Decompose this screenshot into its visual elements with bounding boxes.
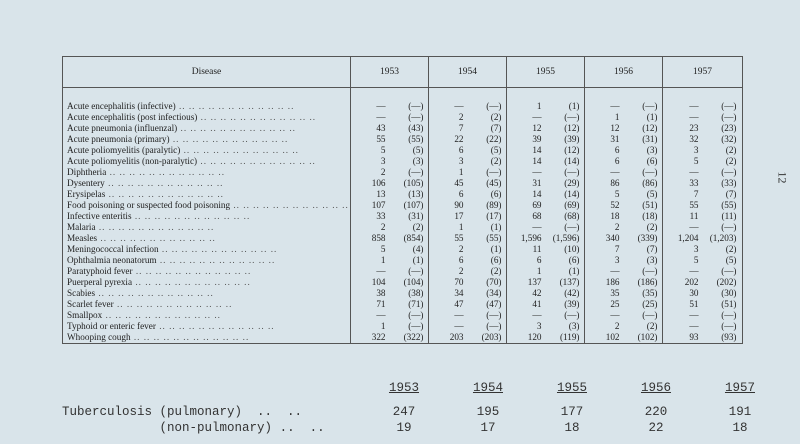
case-count: 3 xyxy=(380,156,386,167)
case-count: 1 xyxy=(614,112,620,123)
year-header: 1953 xyxy=(351,57,429,88)
case-count: — xyxy=(532,222,542,232)
confirmed-count: (—) xyxy=(564,222,580,232)
confirmed-count: (14) xyxy=(564,189,580,200)
case-count: 340 xyxy=(605,233,620,243)
confirmed-count: (25) xyxy=(642,298,658,309)
case-count: — xyxy=(454,101,464,112)
case-count: 3 xyxy=(458,156,464,167)
disease-name: Erysipelas xyxy=(67,189,106,200)
case-count: 5 xyxy=(380,145,386,156)
case-count: 14 xyxy=(532,156,542,167)
confirmed-count: (39) xyxy=(564,134,580,145)
confirmed-count: (3) xyxy=(412,156,424,167)
case-count: 14 xyxy=(532,189,542,200)
case-count: 2 xyxy=(380,222,386,232)
case-count: 33 xyxy=(376,211,386,221)
case-count: 68 xyxy=(532,211,542,221)
confirmed-count: (5) xyxy=(646,189,658,200)
disease-name: Acute encephalitis (post infectious) xyxy=(67,112,198,123)
confirmed-count: (7) xyxy=(646,244,658,254)
case-count: 2 xyxy=(458,244,464,254)
case-count: 25 xyxy=(610,298,620,309)
confirmed-count: (—) xyxy=(486,309,502,320)
table-row: Acute pneumonia (primary) .. .. .. .. .. .. .. .. .. .. .. .. 55 (55) 22 (22) 39 (39) 31 (31) 32 (32) xyxy=(63,135,743,146)
table-row: Paratyphoid fever .. .. .. .. .. .. .. .. .. .. .. .. — (—) 2 (2) 1 (1) — (—) — (—) xyxy=(63,266,743,277)
confirmed-count: (2) xyxy=(646,320,658,331)
case-count: — xyxy=(532,309,542,320)
case-count: 17 xyxy=(454,211,464,221)
confirmed-count: (—) xyxy=(721,320,737,331)
disease-name: Acute poliomyelitis (paralytic) xyxy=(67,145,181,156)
table-row: Diphtheria .. .. .. .. .. .. .. .. .. .. .. .. 2 (—) 1 (—) — (—) — (—) — (—) xyxy=(63,168,743,179)
confirmed-count: (1) xyxy=(568,101,580,112)
confirmed-count: (29) xyxy=(564,178,580,189)
confirmed-count: (2) xyxy=(490,112,502,123)
confirmed-count: (137) xyxy=(559,277,580,287)
case-count: — xyxy=(689,101,699,112)
disease-name: Food poisoning or suspected food poisoning xyxy=(67,200,231,211)
case-count: 12 xyxy=(610,123,620,134)
confirmed-count: (—) xyxy=(486,320,502,331)
confirmed-count: (1,203) xyxy=(709,233,737,243)
confirmed-count: (68) xyxy=(564,211,580,221)
confirmed-count: (17) xyxy=(486,211,502,221)
confirmed-count: (31) xyxy=(642,134,658,145)
table-row: Whooping cough .. .. .. .. .. .. .. .. .. .. .. .. 322 (322) 203 (203) 120 (119) 102 (102) 93 (93) xyxy=(63,332,743,344)
confirmed-count: (7) xyxy=(490,123,502,134)
disease-name: Acute poliomyelitis (non-paralytic) xyxy=(67,156,198,167)
case-count: 2 xyxy=(458,112,464,123)
confirmed-count: (2) xyxy=(490,266,502,276)
confirmed-count: (6) xyxy=(646,156,658,167)
tb-value: 18 xyxy=(564,421,580,435)
confirmed-count: (105) xyxy=(403,178,424,189)
tb-row-label: (non-pulmonary) xyxy=(159,421,273,435)
confirmed-count: (43) xyxy=(408,123,424,134)
case-count: 3 xyxy=(614,255,620,265)
confirmed-count: (51) xyxy=(642,200,658,211)
case-count: 33 xyxy=(689,178,699,189)
confirmed-count: (5) xyxy=(490,145,502,156)
confirmed-count: (51) xyxy=(721,298,737,309)
confirmed-count: (119) xyxy=(559,331,580,342)
tuberculosis-table xyxy=(62,380,782,436)
table-row: Acute poliomyelitis (paralytic) .. .. .. .. .. .. .. .. .. .. .. .. 5 (5) 6 (5) 14 (12) 6 (3) 3 (2) xyxy=(63,146,743,157)
confirmed-count: (38) xyxy=(408,287,424,298)
case-count: 22 xyxy=(454,134,464,145)
confirmed-count: (33) xyxy=(721,178,737,189)
case-count: — xyxy=(689,112,699,123)
confirmed-count: (93) xyxy=(721,331,737,342)
disease-name: Infective enteritis xyxy=(67,211,132,221)
case-count: 6 xyxy=(536,255,542,265)
confirmed-count: (3) xyxy=(568,320,580,331)
case-count: 322 xyxy=(371,331,386,342)
confirmed-count: (55) xyxy=(721,200,737,211)
case-count: — xyxy=(689,222,699,232)
case-count: 70 xyxy=(454,277,464,287)
confirmed-count: (—) xyxy=(721,101,737,112)
case-count: 34 xyxy=(454,287,464,298)
tb-value: 177 xyxy=(560,405,584,419)
year-header: 1954 xyxy=(429,57,507,88)
confirmed-count: (—) xyxy=(408,112,424,123)
confirmed-count: (2) xyxy=(725,145,737,156)
confirmed-count: (71) xyxy=(408,298,424,309)
case-count: — xyxy=(376,266,386,276)
case-count: 69 xyxy=(532,200,542,211)
case-count: — xyxy=(532,112,542,123)
disease-name: Scarlet fever xyxy=(67,298,114,309)
confirmed-count: (339) xyxy=(637,233,658,243)
confirmed-count: (69) xyxy=(564,200,580,211)
case-count: 137 xyxy=(527,277,542,287)
confirmed-count: (55) xyxy=(408,134,424,145)
disease-name: Acute pneumonia (influenzal) xyxy=(67,123,178,134)
confirmed-count: (186) xyxy=(637,277,658,287)
disease-name: Acute encephalitis (infective) xyxy=(67,101,176,112)
confirmed-count: (2) xyxy=(412,222,424,232)
tb-value: 19 xyxy=(396,421,412,435)
case-count: — xyxy=(454,320,464,331)
table-row: Infective enteritis .. .. .. .. .. .. .. .. .. .. .. .. 33 (31) 17 (17) 68 (68) 18 (18) 11 (11) xyxy=(63,211,743,222)
tb-value: 195 xyxy=(476,405,500,419)
confirmed-count: (23) xyxy=(721,123,737,134)
case-count: 3 xyxy=(536,320,542,331)
confirmed-count: (1,596) xyxy=(552,233,580,243)
case-count: — xyxy=(376,101,386,112)
case-count: 23 xyxy=(689,123,699,134)
case-count: 5 xyxy=(614,189,620,200)
case-count: 6 xyxy=(458,145,464,156)
confirmed-count: (1) xyxy=(490,244,502,254)
tb-year-header: 1956 xyxy=(640,381,671,395)
case-count: 18 xyxy=(610,211,620,221)
confirmed-count: (—) xyxy=(408,266,424,276)
confirmed-count: (22) xyxy=(486,134,502,145)
case-count: 55 xyxy=(689,200,699,211)
case-count: 43 xyxy=(376,123,386,134)
case-count: — xyxy=(610,266,620,276)
case-count: 47 xyxy=(454,298,464,309)
disease-name: Dysentery xyxy=(67,178,105,189)
confirmed-count: (35) xyxy=(642,287,658,298)
confirmed-count: (12) xyxy=(564,123,580,134)
table-row: Meningococcal infection .. .. .. .. .. .. .. .. .. .. .. .. 5 (4) 2 (1) 11 (10) 7 (7) 3 (2) xyxy=(63,244,743,255)
table-row: Scabies .. .. .. .. .. .. .. .. .. .. .. .. 38 (38) 34 (34) 42 (42) 35 (35) 30 (30) xyxy=(63,288,743,299)
case-count: 1 xyxy=(380,255,386,265)
case-count: — xyxy=(532,167,542,178)
case-count: 1 xyxy=(458,167,464,178)
year-header: 1957 xyxy=(663,57,743,88)
table-row: Dysentery .. .. .. .. .. .. .. .. .. .. .. .. 106 (105) 45 (45) 31 (29) 86 (86) 33 (33) xyxy=(63,178,743,189)
confirmed-count: (13) xyxy=(408,189,424,200)
case-count: 30 xyxy=(689,287,699,298)
table-row: Acute encephalitis (infective) .. .. .. .. .. .. .. .. .. .. .. .. — (—) — (—) 1 (1) — (—) — (—) xyxy=(63,102,743,113)
confirmed-count: (3) xyxy=(646,145,658,156)
confirmed-count: (31) xyxy=(408,211,424,221)
confirmed-count: (—) xyxy=(408,167,424,178)
confirmed-count: (6) xyxy=(490,189,502,200)
case-count: 38 xyxy=(376,287,386,298)
table-row: Food poisoning or suspected food poisoning .. .. .. .. .. .. .. .. .. .. .. .. 107 (107) 90 (89) 69 (69) 52 (51) 55 (55) xyxy=(63,200,743,211)
case-count: — xyxy=(610,309,620,320)
confirmed-count: (34) xyxy=(486,287,502,298)
tb-row-pulmonary: Tuberculosis (pulmonary) .. .. 247 195 177 220 191 xyxy=(62,404,782,420)
case-count: 6 xyxy=(458,255,464,265)
table-row: Acute pneumonia (influenzal) .. .. .. .. .. .. .. .. .. .. .. .. 43 (43) 7 (7) 12 (12) 12 (12) 23 (23) xyxy=(63,124,743,135)
confirmed-count: (2) xyxy=(725,244,737,254)
confirmed-count: (45) xyxy=(486,178,502,189)
confirmed-count: (—) xyxy=(564,309,580,320)
case-count: 35 xyxy=(610,287,620,298)
case-count: 31 xyxy=(532,178,542,189)
confirmed-count: (—) xyxy=(642,266,658,276)
case-count: 106 xyxy=(371,178,386,189)
confirmed-count: (203) xyxy=(481,331,502,342)
case-count: 7 xyxy=(693,189,699,200)
confirmed-count: (2) xyxy=(646,222,658,232)
confirmed-count: (—) xyxy=(642,309,658,320)
confirmed-count: (7) xyxy=(725,189,737,200)
table-row: Acute encephalitis (post infectious) .. .. .. .. .. .. .. .. .. .. .. .. — (—) 2 (2) — (—) 1 (1) — (—) xyxy=(63,113,743,124)
case-count: 202 xyxy=(684,277,699,287)
confirmed-count: (86) xyxy=(642,178,658,189)
confirmed-count: (—) xyxy=(564,112,580,123)
table-row: Acute poliomyelitis (non-paralytic) .. .. .. .. .. .. .. .. .. .. .. .. 3 (3) 3 (2) 14 (14) 6 (6) 5 (2) xyxy=(63,157,743,168)
case-count: 1 xyxy=(536,266,542,276)
case-count: 93 xyxy=(689,331,699,342)
confirmed-count: (70) xyxy=(486,277,502,287)
case-count: 39 xyxy=(532,134,542,145)
confirmed-count: (102) xyxy=(637,331,658,342)
case-count: — xyxy=(689,167,699,178)
confirmed-count: (—) xyxy=(486,167,502,178)
case-count: 6 xyxy=(458,189,464,200)
case-count: 71 xyxy=(376,298,386,309)
confirmed-count: (—) xyxy=(642,101,658,112)
case-count: — xyxy=(376,309,386,320)
confirmed-count: (3) xyxy=(646,255,658,265)
table-row: Puerperal pyrexia .. .. .. .. .. .. .. .. .. .. .. .. 104 (104) 70 (70) 137 (137) 186 (186) 202 (202) xyxy=(63,277,743,288)
confirmed-count: (2) xyxy=(490,156,502,167)
confirmed-count: (89) xyxy=(486,200,502,211)
case-count: 2 xyxy=(614,222,620,232)
confirmed-count: (10) xyxy=(564,244,580,254)
table-row: Malaria .. .. .. .. .. .. .. .. .. .. .. .. 2 (2) 1 (1) — (—) 2 (2) — (—) xyxy=(63,222,743,233)
tb-row-label: Tuberculosis (pulmonary) xyxy=(62,405,243,419)
confirmed-count: (5) xyxy=(725,255,737,265)
case-count: 6 xyxy=(614,156,620,167)
tb-value: 191 xyxy=(728,405,752,419)
table-row: Typhoid or enteric fever .. .. .. .. .. .. .. .. .. .. .. .. 1 (—) — (—) 3 (3) 2 (2) — (—) xyxy=(63,321,743,332)
case-count: 104 xyxy=(371,277,386,287)
disease-name: Diphtheria xyxy=(67,167,107,178)
case-count: 7 xyxy=(614,244,620,254)
tb-row-non-pulmonary: (non-pulmonary) .. .. 19 17 18 22 18 xyxy=(62,420,782,436)
confirmed-count: (—) xyxy=(408,101,424,112)
case-count: 6 xyxy=(614,145,620,156)
confirmed-count: (—) xyxy=(721,309,737,320)
table-row: Scarlet fever .. .. .. .. .. .. .. .. .. .. .. .. 71 (71) 47 (47) 41 (39) 25 (25) 51 (51) xyxy=(63,299,743,310)
tb-value: 22 xyxy=(648,421,664,435)
disease-name: Acute pneumonia (primary) xyxy=(67,134,170,145)
case-count: — xyxy=(689,309,699,320)
confirmed-count: (—) xyxy=(486,101,502,112)
year-header: 1956 xyxy=(585,57,663,88)
confirmed-count: (6) xyxy=(490,255,502,265)
case-count: 42 xyxy=(532,287,542,298)
case-count: — xyxy=(610,101,620,112)
case-count: 32 xyxy=(689,134,699,145)
case-count: 90 xyxy=(454,200,464,211)
table-row: Erysipelas .. .. .. .. .. .. .. .. .. .. .. .. 13 (13) 6 (6) 14 (14) 5 (5) 7 (7) xyxy=(63,189,743,200)
case-count: 1 xyxy=(536,101,542,112)
case-count: 5 xyxy=(380,244,386,254)
table-row: Smallpox .. .. .. .. .. .. .. .. .. .. .. .. — (—) — (—) — (—) — (—) — (—) xyxy=(63,310,743,321)
confirmed-count: (12) xyxy=(564,145,580,156)
confirmed-count: (18) xyxy=(642,211,658,221)
case-count: 12 xyxy=(532,123,542,134)
table-row: Measles .. .. .. .. .. .. .. .. .. .. .. .. 858 (854) 55 (55) 1,596 (1,596) 340 (339) 1,204 (1,203) xyxy=(63,233,743,244)
disease-name: Measles xyxy=(67,233,98,243)
confirmed-count: (—) xyxy=(721,222,737,232)
case-count: 1,204 xyxy=(677,233,699,243)
case-count: 120 xyxy=(527,331,542,342)
disease-header: Disease xyxy=(63,57,351,88)
disease-name: Paratyphoid fever xyxy=(67,266,133,276)
case-count: 11 xyxy=(532,244,542,254)
confirmed-count: (1) xyxy=(412,255,424,265)
confirmed-count: (—) xyxy=(564,167,580,178)
tb-value: 247 xyxy=(392,405,416,419)
confirmed-count: (32) xyxy=(721,134,737,145)
case-count: 51 xyxy=(689,298,699,309)
confirmed-count: (—) xyxy=(408,309,424,320)
case-count: 55 xyxy=(376,134,386,145)
confirmed-count: (4) xyxy=(412,244,424,254)
confirmed-count: (1) xyxy=(646,112,658,123)
case-count: — xyxy=(689,320,699,331)
case-count: 3 xyxy=(693,145,699,156)
case-count: — xyxy=(454,309,464,320)
confirmed-count: (1) xyxy=(568,266,580,276)
table-row: Ophthalmia neonatorum .. .. .. .. .. .. .. .. .. .. .. .. 1 (1) 6 (6) 6 (6) 3 (3) 5 (5) xyxy=(63,255,743,266)
case-count: 858 xyxy=(371,233,386,243)
confirmed-count: (202) xyxy=(716,277,737,287)
confirmed-count: (—) xyxy=(642,167,658,178)
tb-year-header: 1957 xyxy=(724,381,755,395)
confirmed-count: (104) xyxy=(403,277,424,287)
disease-name: Ophthalmia neonatorum xyxy=(67,255,157,265)
tb-year-header: 1954 xyxy=(472,381,503,395)
confirmed-count: (55) xyxy=(486,233,502,243)
case-count: 13 xyxy=(376,189,386,200)
disease-name: Scabies xyxy=(67,287,96,298)
case-count: 102 xyxy=(605,331,620,342)
case-count: 2 xyxy=(458,266,464,276)
case-count: 5 xyxy=(693,255,699,265)
tb-year-header: 1953 xyxy=(388,381,419,395)
confirmed-count: (5) xyxy=(412,145,424,156)
case-count: 45 xyxy=(454,178,464,189)
confirmed-count: (—) xyxy=(721,112,737,123)
case-count: 31 xyxy=(610,134,620,145)
case-count: 1 xyxy=(380,320,386,331)
confirmed-count: (47) xyxy=(486,298,502,309)
case-count: 2 xyxy=(380,167,386,178)
case-count: 5 xyxy=(693,156,699,167)
table-header-row xyxy=(63,57,743,88)
case-count: — xyxy=(689,266,699,276)
case-count: — xyxy=(610,167,620,178)
case-count: 14 xyxy=(532,145,542,156)
confirmed-count: (11) xyxy=(721,211,737,221)
disease-name: Puerperal pyrexia xyxy=(67,277,133,287)
disease-name: Meningococcal infection xyxy=(67,244,159,254)
confirmed-count: (107) xyxy=(403,200,424,211)
confirmed-count: (39) xyxy=(564,298,580,309)
confirmed-count: (12) xyxy=(642,123,658,134)
confirmed-count: (322) xyxy=(403,331,424,342)
case-count: 203 xyxy=(449,331,464,342)
case-count: 55 xyxy=(454,233,464,243)
confirmed-count: (30) xyxy=(721,287,737,298)
confirmed-count: (2) xyxy=(725,156,737,167)
confirmed-count: (14) xyxy=(564,156,580,167)
confirmed-count: (1) xyxy=(490,222,502,232)
confirmed-count: (6) xyxy=(568,255,580,265)
confirmed-count: (—) xyxy=(721,266,737,276)
confirmed-count: (854) xyxy=(403,233,424,243)
confirmed-count: (—) xyxy=(408,320,424,331)
confirmed-count: (42) xyxy=(564,287,580,298)
case-count: 107 xyxy=(371,200,386,211)
case-count: 7 xyxy=(458,123,464,134)
case-count: 1 xyxy=(458,222,464,232)
page-number: 12 xyxy=(775,171,790,184)
year-header: 1955 xyxy=(507,57,585,88)
notifiable-diseases-table xyxy=(62,56,743,344)
case-count: 11 xyxy=(689,211,699,221)
case-count: 52 xyxy=(610,200,620,211)
case-count: — xyxy=(376,112,386,123)
case-count: 3 xyxy=(693,244,699,254)
disease-name: Smallpox xyxy=(67,309,103,320)
case-count: 2 xyxy=(614,320,620,331)
tb-value: 220 xyxy=(644,405,668,419)
case-count: 1,596 xyxy=(520,233,542,243)
disease-name: Typhoid or enteric fever xyxy=(67,320,156,331)
disease-name: Whooping cough xyxy=(67,331,131,342)
tb-year-header: 1955 xyxy=(556,381,587,395)
tb-value: 18 xyxy=(732,421,748,435)
tb-value: 17 xyxy=(480,421,496,435)
case-count: 41 xyxy=(532,298,542,309)
confirmed-count: (—) xyxy=(721,167,737,178)
disease-name: Malaria xyxy=(67,222,96,232)
case-count: 86 xyxy=(610,178,620,189)
case-count: 186 xyxy=(605,277,620,287)
